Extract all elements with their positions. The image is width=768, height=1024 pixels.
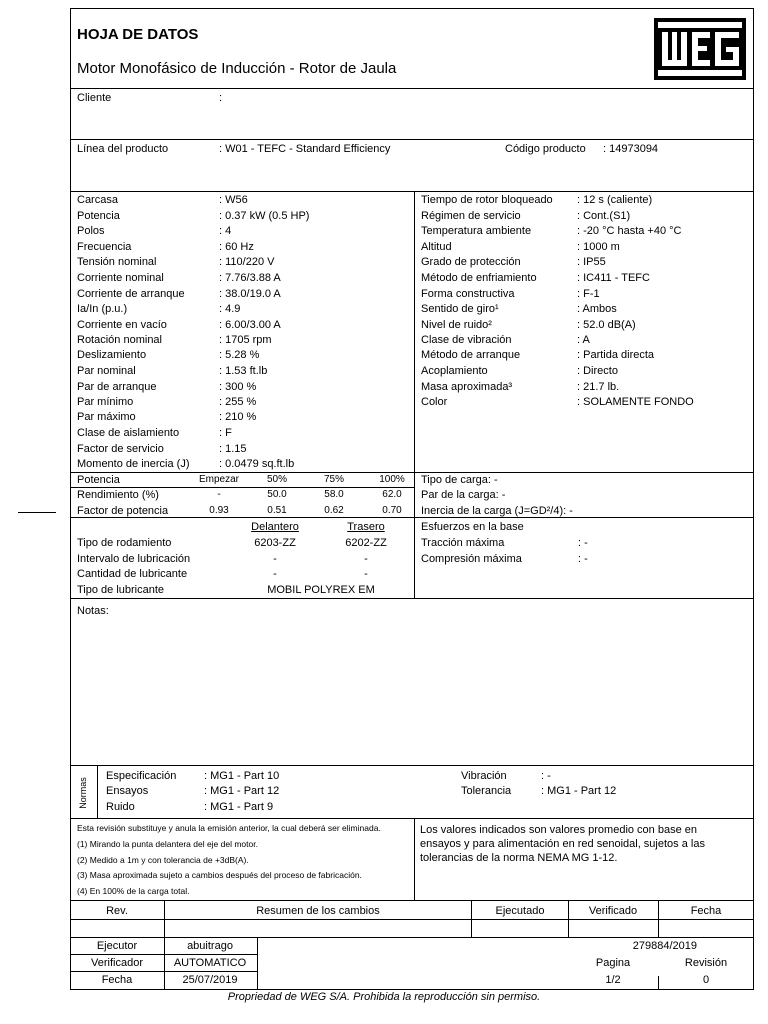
bearing-rear: 6202-ZZ <box>345 537 387 549</box>
spec-label: Tensión nominal <box>77 256 157 268</box>
divider <box>70 765 754 766</box>
spec-value: : 12 s (caliente) <box>577 194 653 206</box>
norm-label: Especificación <box>106 770 177 782</box>
spec-label: Factor de servicio <box>77 443 164 455</box>
normas-side-label <box>72 772 94 814</box>
client-value: : <box>219 92 223 104</box>
spec-label: Par nominal <box>77 365 136 377</box>
spec-label: Potencia <box>77 210 120 222</box>
spec-label: Método de arranque <box>421 349 521 361</box>
base-effort-value: : - <box>578 553 588 565</box>
spec-label: Tiempo de rotor bloqueado <box>421 194 553 206</box>
bearing-front: - <box>273 553 277 565</box>
load-cell: - <box>217 489 221 500</box>
spec-value: : 60 Hz <box>219 241 254 253</box>
spec-value: : 0.37 kW (0.5 HP) <box>219 210 310 222</box>
spec-label: Temperatura ambiente <box>421 225 532 237</box>
divider <box>70 971 257 972</box>
spec-value: : F <box>219 427 232 439</box>
spec-value: : 1.15 <box>219 443 247 455</box>
spec-label: Régimen de servicio <box>421 210 521 222</box>
column-divider <box>414 191 415 598</box>
signoff-value: 25/07/2019 <box>182 974 238 986</box>
lubricant-value: MOBIL POLYREX EM <box>267 584 375 596</box>
divider <box>70 919 754 920</box>
divider <box>70 517 754 518</box>
client-label: Cliente <box>77 92 112 104</box>
norm-label: Ensayos <box>106 785 149 797</box>
spec-value: : 210 % <box>219 411 257 423</box>
spec-label: Momento de inercia (J) <box>77 458 190 470</box>
norm-value: : - <box>541 770 551 782</box>
load-cell: 58.0 <box>324 489 344 500</box>
divider <box>70 598 754 599</box>
spec-label: Forma constructiva <box>421 288 515 300</box>
bearing-col-rear: Trasero <box>347 521 385 533</box>
footnote: (2) Medido a 1m y con tolerancia de +3dB(A). <box>77 855 249 865</box>
spec-label: Corriente nominal <box>77 272 164 284</box>
bearing-row-label: Cantidad de lubricante <box>77 568 188 580</box>
spec-label: Ia/In (p.u.) <box>77 303 128 315</box>
bearing-front: - <box>273 568 277 580</box>
load-cell: 50.0 <box>267 489 287 500</box>
norm-label: Vibración <box>461 770 507 782</box>
norm-label: Ruido <box>106 801 135 813</box>
footnote: (4) En 100% de la carga total. <box>77 886 190 896</box>
margin-mark <box>18 512 56 513</box>
spec-value: : 4.9 <box>219 303 241 315</box>
divider <box>70 937 754 938</box>
spec-label: Corriente en vacío <box>77 319 167 331</box>
divider <box>70 191 754 192</box>
spec-value: : 5.28 % <box>219 349 260 361</box>
spec-value: : 21.7 lb. <box>577 381 620 393</box>
bearing-front: 6203-ZZ <box>254 537 296 549</box>
spec-value: : 1.53 ft.lb <box>219 365 268 377</box>
notes-label: Notas: <box>77 605 109 617</box>
lubricant-label: Tipo de lubricante <box>77 584 165 596</box>
bearing-row-label: Tipo de rodamiento <box>77 537 172 549</box>
footer-copyright: Propriedad de WEG S/A. Prohibida la reproducción sin permiso. <box>227 991 541 1003</box>
normas-text: Normas <box>78 777 88 809</box>
norm-value: : MG1 - Part 12 <box>541 785 617 797</box>
page-value: 1/2 <box>605 974 621 986</box>
spec-label: Masa aproximada³ <box>421 381 513 393</box>
spec-value: : Partida directa <box>577 349 655 361</box>
spec-label: Frecuencia <box>77 241 132 253</box>
footnote: (1) Mirando la punta delantera del eje del motor. <box>77 839 258 849</box>
product-line-label: Línea del producto <box>77 143 169 155</box>
product-line-value: : W01 - TEFC - Standard Efficiency <box>219 143 391 155</box>
spec-label: Deslizamiento <box>77 349 147 361</box>
spec-label: Clase de vibración <box>421 334 512 346</box>
norm-value: : MG1 - Part 9 <box>204 801 274 813</box>
spec-value: : 52.0 dB(A) <box>577 319 636 331</box>
divider <box>70 487 414 488</box>
base-effort-label: Tracción máxima <box>421 537 505 549</box>
load-info: Inercia de la carga (J=GD²/4): - <box>421 505 573 517</box>
spec-label: Sentido de giro¹ <box>421 303 499 315</box>
divider <box>70 818 754 819</box>
spec-value: : 7.76/3.88 A <box>219 272 281 284</box>
footnote: Esta revisión substituye y anula la emisión anterior, la cual deberá ser eliminada. <box>77 823 381 833</box>
column-divider <box>164 937 165 990</box>
load-header-col: 100% <box>379 474 405 485</box>
product-code-value: : 14973094 <box>603 143 659 155</box>
spec-value: : W56 <box>219 194 248 206</box>
spec-value: : 255 % <box>219 396 257 408</box>
divider <box>70 139 754 140</box>
base-effort-value: : - <box>578 537 588 549</box>
spec-label: Polos <box>77 225 105 237</box>
spec-label: Altitud <box>421 241 452 253</box>
product-code-label: Código producto <box>505 143 586 155</box>
signoff-value: AUTOMATICO <box>173 957 247 969</box>
column-divider <box>658 976 659 990</box>
spec-value: : A <box>577 334 590 346</box>
bearing-rear: - <box>364 553 368 565</box>
spec-label: Par mínimo <box>77 396 134 408</box>
spec-value: : F-1 <box>577 288 600 300</box>
revision-label: Revisión <box>684 957 728 969</box>
spec-value: : Cont.(S1) <box>577 210 631 222</box>
rev-header-summary: Resumen de los cambios <box>256 905 380 917</box>
page-label: Pagina <box>595 957 631 969</box>
column-divider <box>414 818 415 900</box>
spec-label: Grado de protección <box>421 256 521 268</box>
column-divider <box>97 765 98 818</box>
bearing-col-front: Delantero <box>251 521 299 533</box>
load-info: Par de la carga: - <box>421 489 506 501</box>
divider <box>70 954 257 955</box>
load-header-col: 75% <box>323 474 345 485</box>
spec-value: : 4 <box>219 225 232 237</box>
load-cell: 0.51 <box>267 505 287 516</box>
spec-value: : 0.0479 sq.ft.lb <box>219 458 295 470</box>
spec-label: Método de enfriamiento <box>421 272 537 284</box>
weg-logo <box>654 18 746 80</box>
norm-value: : MG1 - Part 12 <box>204 785 280 797</box>
signoff-label: Ejecutor <box>96 940 138 952</box>
load-cell: 0.62 <box>324 505 344 516</box>
load-cell: 0.70 <box>382 505 402 516</box>
spec-label: Par de arranque <box>77 381 157 393</box>
spec-value: : IC411 - TEFC <box>577 272 650 284</box>
bearing-row-label: Intervalo de lubricación <box>77 553 191 565</box>
spec-value: : 1000 m <box>577 241 620 253</box>
divider <box>70 900 754 901</box>
norm-label: Tolerancia <box>461 785 512 797</box>
load-row-label: Rendimiento (%) <box>77 489 159 501</box>
divider <box>70 472 754 473</box>
spec-label: Acoplamiento <box>421 365 488 377</box>
spec-label: Corriente de arranque <box>77 288 185 300</box>
spec-value: : -20 °C hasta +40 °C <box>577 225 682 237</box>
spec-value: : IP55 <box>577 256 606 268</box>
spec-label: Nivel de ruido² <box>421 319 492 331</box>
signoff-label: Verificador <box>91 957 143 969</box>
spec-value: : 110/220 V <box>219 256 275 268</box>
load-header-label: Potencia <box>77 474 120 486</box>
load-cell: 0.93 <box>209 505 229 516</box>
spec-value: : 38.0/19.0 A <box>219 288 281 300</box>
revision-value: 0 <box>702 974 710 986</box>
divider <box>70 88 754 89</box>
page-title: HOJA DE DATOS <box>77 26 199 43</box>
column-divider <box>257 937 258 990</box>
footnote: (3) Masa aproximada sujeto a cambios después del proceso de fabricación. <box>77 870 362 880</box>
load-header-col: Empezar <box>198 474 240 485</box>
document-number: 279884/2019 <box>632 940 697 952</box>
spec-value: : 1705 rpm <box>219 334 272 346</box>
spec-value: : Ambos <box>577 303 617 315</box>
disclaimer: Los valores indicados son valores promedio con base en ensayos y para alimentación en red senoidal, sujetos a las tolerancias de la norma NEMA MG 1-12. <box>420 824 705 864</box>
load-row-label: Factor de potencia <box>77 505 169 517</box>
bearing-rear: - <box>364 568 368 580</box>
page-subtitle: Motor Monofásico de Inducción - Rotor de Jaula <box>77 60 397 77</box>
rev-header-verified: Verificado <box>588 905 638 917</box>
base-effort-label: Compresión máxima <box>421 553 522 565</box>
spec-value: : SOLAMENTE FONDO <box>577 396 694 408</box>
base-efforts-title: Esfuerzos en la base <box>421 521 524 533</box>
spec-label: Clase de aislamiento <box>77 427 180 439</box>
spec-value: : 300 % <box>219 381 257 393</box>
signoff-value: abuitrago <box>187 940 233 952</box>
norm-value: : MG1 - Part 10 <box>204 770 280 782</box>
spec-value: : Directo <box>577 365 618 377</box>
spec-label: Color <box>421 396 448 408</box>
load-header-col: 50% <box>266 474 288 485</box>
spec-label: Carcasa <box>77 194 118 206</box>
spec-label: Rotación nominal <box>77 334 162 346</box>
signoff-label: Fecha <box>101 974 133 986</box>
load-cell: 62.0 <box>382 489 402 500</box>
load-info: Tipo de carga: - <box>421 474 498 486</box>
spec-label: Par máximo <box>77 411 136 423</box>
rev-header-executed: Ejecutado <box>495 905 545 917</box>
spec-value: : 6.00/3.00 A <box>219 319 281 331</box>
rev-header-date: Fecha <box>690 905 722 917</box>
rev-header-rev: Rev. <box>106 905 128 917</box>
